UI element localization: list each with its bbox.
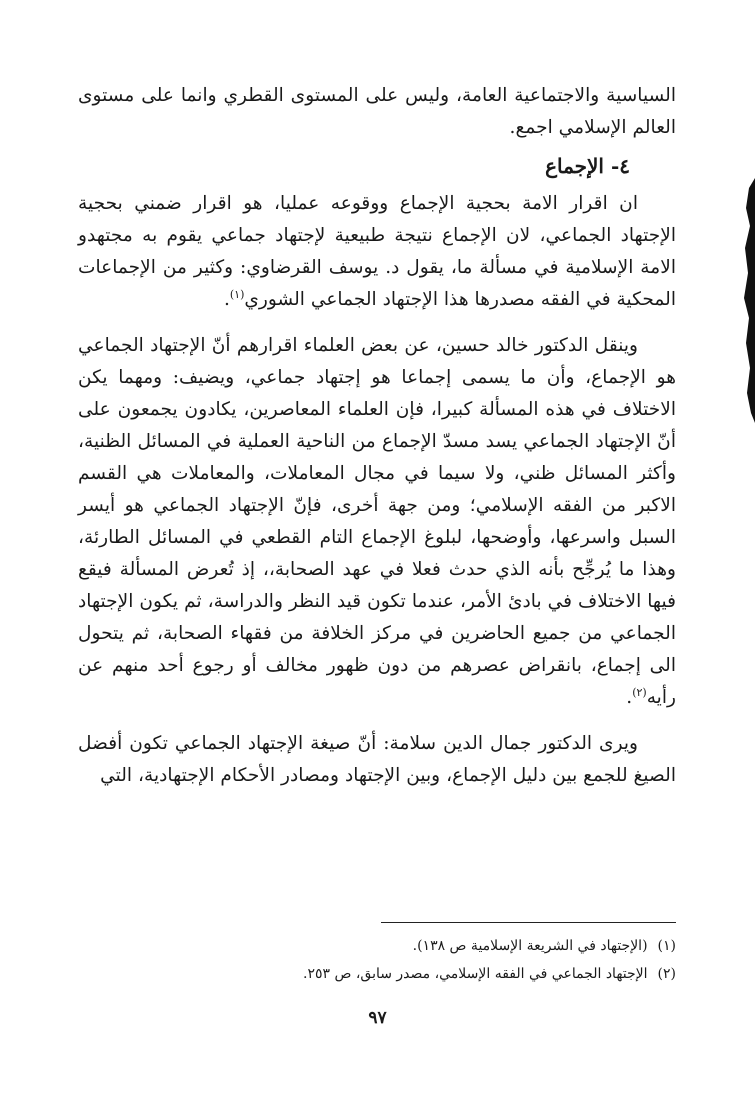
section-heading: ٤- الإجماع: [545, 154, 630, 178]
paragraph-ijma: [78, 188, 676, 316]
footnote-ref-1: (١): [229, 287, 245, 301]
footnote-divider: [381, 922, 676, 923]
paragraph-khalid-hussein-end: .: [626, 687, 633, 708]
footnote-2-number: (٢): [657, 966, 676, 982]
body-text: [78, 80, 676, 792]
scan-edge-mark: [741, 178, 755, 423]
footnote-1: [78, 932, 676, 960]
paragraph-continuation: السياسية والاجتماعية العامة، وليس على المستوى القطري وانما على مستوى العالم الإسلامي اجمع.: [78, 85, 676, 138]
paragraph-ijma-text: ان اقرار الامة بحجية الإجماع ووقوعه عمليا، هو اقرار ضمني بحجية الإجتهاد الجماعي، لان الإجماع نتيجة طبيعية لإجتهاد جماعي يقوم به مجتهدو الامة الإسلامية في مسألة ما، يقول د. يوسف القرضاوي: وكثير من الإجماعات المحكية في الفقه مصدرها هذا الإجتهاد الجماعي الشوري: [78, 193, 676, 310]
footnote-2-text: الإجتهاد الجماعي في الفقه الإسلامي، مصدر سابق، ص ٢٥٣.: [303, 966, 648, 982]
paragraph-jamal-salama: ويرى الدكتور جمال الدين سلامة: أنّ صيغة الإجتهاد الجماعي تكون أفضل الصيغ للجمع بين دليل الإجماع، وبين الإجتهاد ومصادر الأحكام الإجتهادية، التي: [78, 733, 676, 786]
page-number: ٩٧: [368, 1008, 387, 1028]
paragraph-khalid-hussein-text: وينقل الدكتور خالد حسين، عن بعض العلماء اقرارهم أنّ الإجتهاد الجماعي هو الإجماع، وأن ما يسمى إجماعا هو إجتهاد جماعي، ويضيف: ومهما يكن الاختلاف في هذه المسألة كبيرا، فإن العلماء المعاصرين، يكادون يجمعون على أنّ الإجتهاد الجماعي يسد مسدّ الإجماع من الناحية العملية في المسائل الظنية، وأكثر المسائل ظني، ولا سيما في مجال المعاملات، والمعاملات هي القسم الاكبر من الفقه الإسلامي؛ ومن جهة أخرى، فإنّ الإجتهاد الجماعي هو أيسر السبل واسرعها، وأوضحها، لبلوغ الإجماع التام القطعي في المسائل الطارئة، وهذا ما يُرجِّح بأنه الذي حدث فعلا في عهد الصحابة،، إذ تُعرض المسألة فيقع فيها الاختلاف في بادئ الأمر، عندما تكون قيد النظر والدراسة، ثم يكون الإجتهاد الجماعي من جميع الحاضرين في مركز الخلافة من فقهاء الصحابة، ثم يتحول الى إجماع، بانقراض عصرهم من دون ظهور مخالف أو رجوع أحد منهم عن رأيه: [78, 335, 676, 708]
footnote-2: [78, 960, 676, 988]
paragraph-ijma-end: .: [223, 289, 230, 310]
footnote-1-text: (الإجتهاد في الشريعة الإسلامية ص ١٣٨).: [412, 938, 648, 954]
footnote-1-number: (١): [657, 938, 676, 954]
paragraph-khalid-hussein: [78, 330, 676, 714]
footnote-ref-2: (٢): [632, 685, 647, 699]
footnotes: [78, 922, 676, 988]
